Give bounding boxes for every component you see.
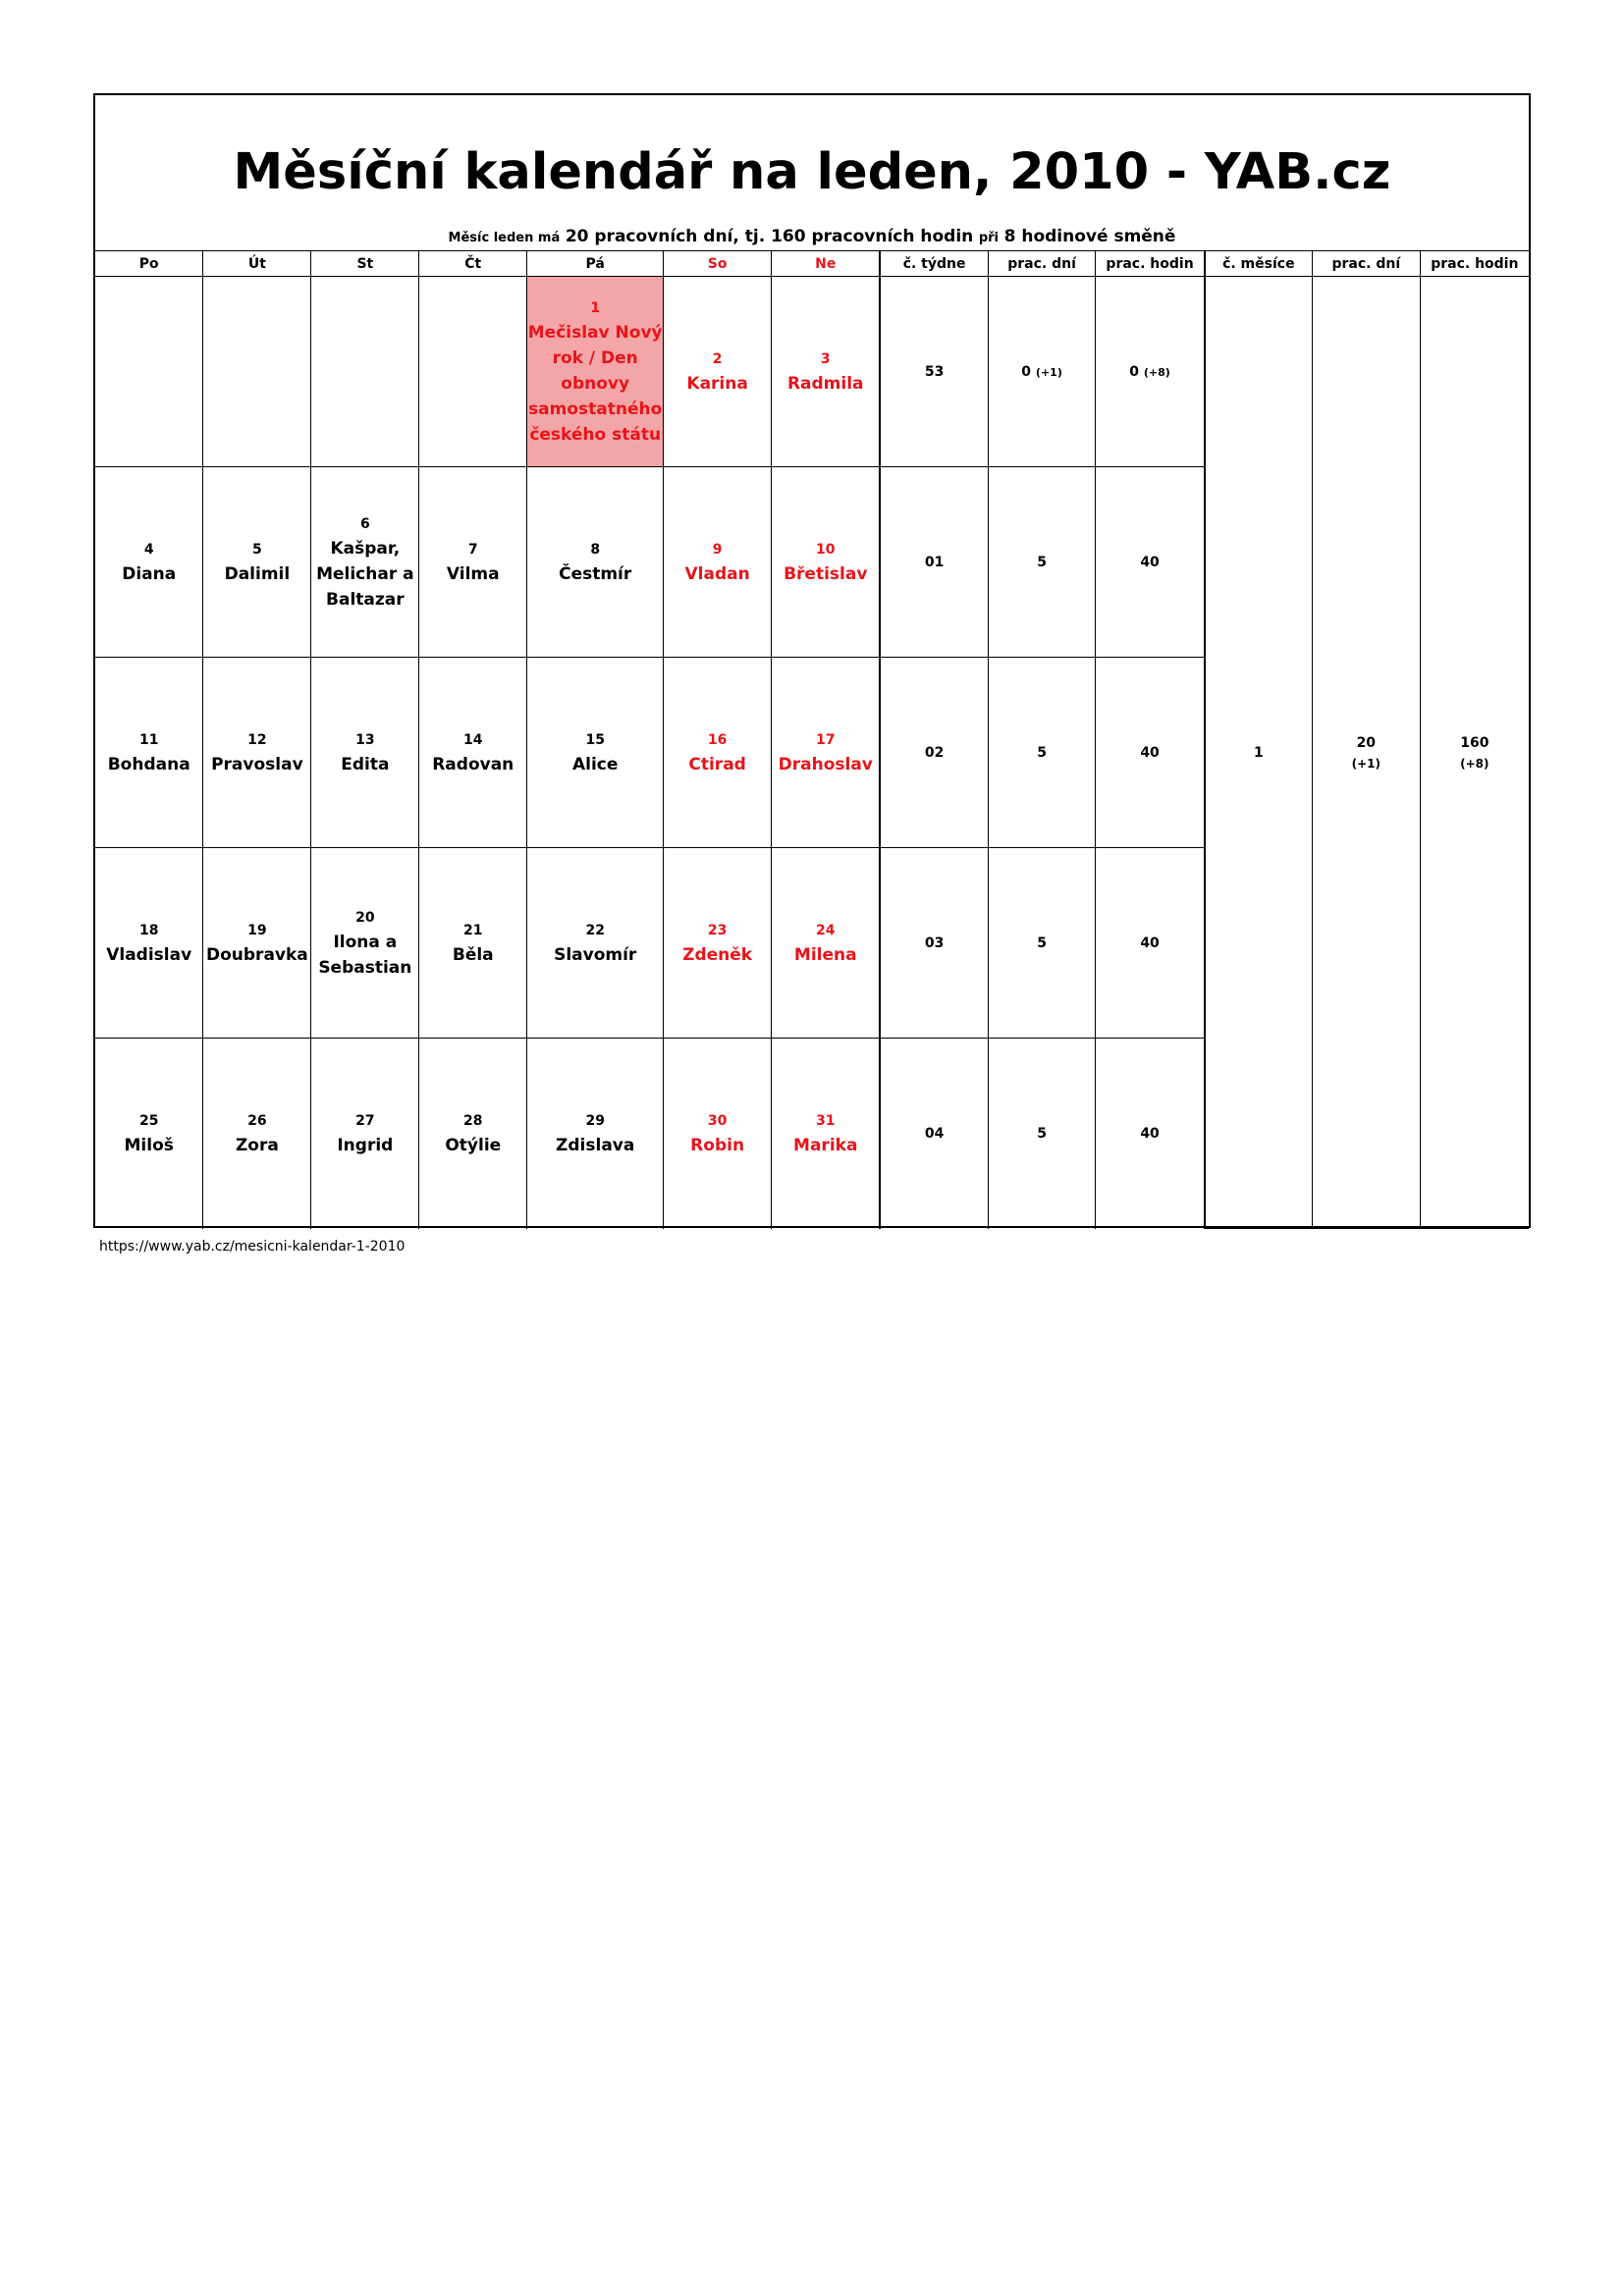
month-number: 1 [1205, 277, 1313, 1229]
day-number: 27 [355, 1112, 375, 1129]
week-work-days [988, 467, 1096, 658]
day-cell [527, 848, 664, 1039]
day-cell [311, 467, 419, 658]
day-number: 28 [463, 1112, 483, 1129]
day-number: 22 [585, 922, 605, 938]
week-number: 53 [880, 277, 988, 467]
name-day: Čestmír [559, 563, 632, 584]
day-number: 12 [247, 731, 267, 748]
name-day: Robin [690, 1135, 745, 1155]
day-cell [95, 277, 203, 467]
day-cell [311, 848, 419, 1039]
day-number: 13 [355, 731, 375, 748]
header-week-days: prac. dní [988, 251, 1096, 277]
name-day: Alice [571, 754, 619, 774]
name-day: Ingrid [337, 1135, 394, 1155]
name-day: Mečislav Nový rok / Den obnovy samostatného českého státu [527, 322, 663, 445]
day-cell [527, 467, 664, 658]
summary-workdays: 20 pracovních dní, tj. 160 pracovních hodin [565, 227, 974, 246]
day-number: 23 [707, 922, 728, 938]
name-day: Břetislav [784, 563, 868, 584]
header-week-no: č. týdne [880, 251, 988, 277]
name-day: Ilona a Sebastian [318, 932, 412, 978]
week-work-days [988, 848, 1096, 1039]
name-day: Vladan [684, 563, 750, 584]
day-number: 11 [138, 731, 159, 748]
day-number: 30 [707, 1112, 728, 1129]
name-day: Marika [793, 1135, 858, 1155]
day-number: 4 [143, 541, 154, 558]
day-cell [95, 848, 203, 1039]
name-day: Doubravka [206, 944, 308, 965]
week-work-hours [1096, 658, 1205, 848]
name-day: Edita [341, 754, 390, 774]
month-work-days-value: 20 [1356, 734, 1377, 751]
header-month-hours: prac. hodin [1420, 251, 1529, 277]
day-cell [419, 467, 527, 658]
day-cell [419, 848, 527, 1039]
day-number: 31 [816, 1112, 836, 1129]
day-cell [664, 277, 772, 467]
week-work-days-value: 5 [1037, 554, 1047, 570]
week-work-hours-value: 40 [1140, 554, 1160, 570]
day-number: 19 [247, 922, 267, 938]
day-cell [311, 1039, 419, 1229]
day-number: 10 [816, 541, 836, 558]
week-work-days-value: 5 [1037, 744, 1047, 761]
day-number: 7 [467, 541, 478, 558]
day-cell [203, 467, 311, 658]
name-day: Bohdana [107, 754, 190, 774]
header-month-days: prac. dní [1312, 251, 1420, 277]
week-number: 03 [880, 848, 988, 1039]
name-day: Karina [686, 373, 748, 394]
day-number: 20 [355, 909, 375, 926]
week-work-days [988, 277, 1096, 467]
summary-shift: 8 hodinové směně [1003, 227, 1176, 246]
name-day: Zora [235, 1135, 279, 1155]
name-day: Radmila [786, 373, 864, 394]
week-work-hours [1096, 1039, 1205, 1229]
name-day: Dalimil [224, 563, 291, 584]
day-number: 24 [816, 922, 836, 938]
name-day: Drahoslav [778, 754, 873, 774]
day-number: 1 [590, 299, 601, 316]
day-cell [419, 658, 527, 848]
week-work-hours-extra: (+8) [1143, 365, 1170, 379]
day-number: 8 [590, 541, 601, 558]
page-title: Měsíční kalendář na leden, 2010 - YAB.cz [233, 143, 1391, 201]
week-work-hours-value: 0 [1129, 363, 1140, 380]
day-number: 6 [359, 515, 370, 532]
month-work-hours-value: 160 [1460, 734, 1489, 751]
name-day: Otýlie [445, 1135, 502, 1155]
name-day: Zdeněk [682, 944, 753, 965]
day-cell [772, 467, 881, 658]
day-cell [664, 658, 772, 848]
day-cell [419, 277, 527, 467]
name-day: Vilma [446, 563, 500, 584]
source-url[interactable]: https://www.yab.cz/mesicni-kalendar-1-2010 [99, 1239, 406, 1255]
month-work-hours [1420, 277, 1529, 1229]
week-work-hours-value: 40 [1140, 744, 1160, 761]
day-number: 3 [820, 350, 831, 367]
day-number: 25 [138, 1112, 159, 1129]
week-work-hours [1096, 467, 1205, 658]
name-day: Běla [452, 944, 494, 965]
header-week-hours: prac. hodin [1096, 251, 1205, 277]
day-cell [203, 848, 311, 1039]
day-cell [95, 1039, 203, 1229]
header-ct: Čt [419, 251, 527, 277]
header-ut: Út [203, 251, 311, 277]
day-cell [95, 467, 203, 658]
day-number: 18 [138, 922, 159, 938]
day-number: 15 [585, 731, 605, 748]
day-number: 26 [247, 1112, 267, 1129]
header-row [95, 251, 1529, 277]
day-number: 9 [712, 541, 723, 558]
week-work-days-value: 5 [1037, 1125, 1047, 1142]
week-number: 02 [880, 658, 988, 848]
name-day: Vladislav [106, 944, 192, 965]
week-work-days-extra: (+1) [1035, 365, 1062, 379]
week-work-days [988, 1039, 1096, 1229]
name-day: Miloš [124, 1135, 174, 1155]
week-work-hours [1096, 277, 1205, 467]
name-day: Zdislava [556, 1135, 635, 1155]
name-day: Diana [122, 563, 177, 584]
header-month-no: č. měsíce [1205, 251, 1313, 277]
day-number: 17 [816, 731, 836, 748]
day-cell [664, 1039, 772, 1229]
summary-pri: při [978, 231, 1000, 245]
week-number: 04 [880, 1039, 988, 1229]
month-summary [95, 227, 1529, 248]
week-work-days-value: 5 [1037, 934, 1047, 951]
calendar-frame [93, 93, 1531, 1228]
day-number: 21 [463, 922, 483, 938]
month-work-days-extra: (+1) [1351, 756, 1380, 771]
day-number: 16 [707, 731, 728, 748]
header-po: Po [95, 251, 203, 277]
day-cell [527, 658, 664, 848]
day-cell [203, 277, 311, 467]
day-cell [527, 1039, 664, 1229]
day-cell [203, 1039, 311, 1229]
week-work-days [988, 658, 1096, 848]
week-work-days-value: 0 [1021, 363, 1032, 380]
week-work-hours-value: 40 [1140, 1125, 1160, 1142]
week-row [95, 277, 1529, 467]
day-cell [664, 848, 772, 1039]
day-cell [664, 467, 772, 658]
day-cell [772, 658, 881, 848]
day-cell [203, 658, 311, 848]
day-cell [772, 1039, 881, 1229]
day-number: 29 [585, 1112, 605, 1129]
name-day: Pravoslav [211, 754, 303, 774]
header-st: St [311, 251, 419, 277]
day-number: 14 [463, 731, 483, 748]
header-ne: Ne [772, 251, 881, 277]
name-day: Slavomír [554, 944, 637, 965]
week-number: 01 [880, 467, 988, 658]
month-work-days [1312, 277, 1420, 1229]
name-day: Kašpar, Melichar a Baltazar [316, 538, 414, 610]
summary-prefix: Měsíc leden má [448, 231, 561, 245]
header-pa: Pá [527, 251, 664, 277]
name-day: Milena [793, 944, 857, 965]
day-cell [311, 277, 419, 467]
day-cell [95, 658, 203, 848]
week-work-hours [1096, 848, 1205, 1039]
day-number: 5 [252, 541, 262, 558]
month-work-hours-extra: (+8) [1460, 756, 1489, 771]
header-so: So [664, 251, 772, 277]
calendar-table [95, 250, 1529, 1229]
day-cell [419, 1039, 527, 1229]
week-work-hours-value: 40 [1140, 934, 1160, 951]
day-cell [311, 658, 419, 848]
day-cell [527, 277, 664, 467]
day-cell [772, 848, 881, 1039]
name-day: Ctirad [688, 754, 746, 774]
day-number: 2 [712, 350, 723, 367]
day-cell [772, 277, 881, 467]
name-day: Radovan [432, 754, 514, 774]
